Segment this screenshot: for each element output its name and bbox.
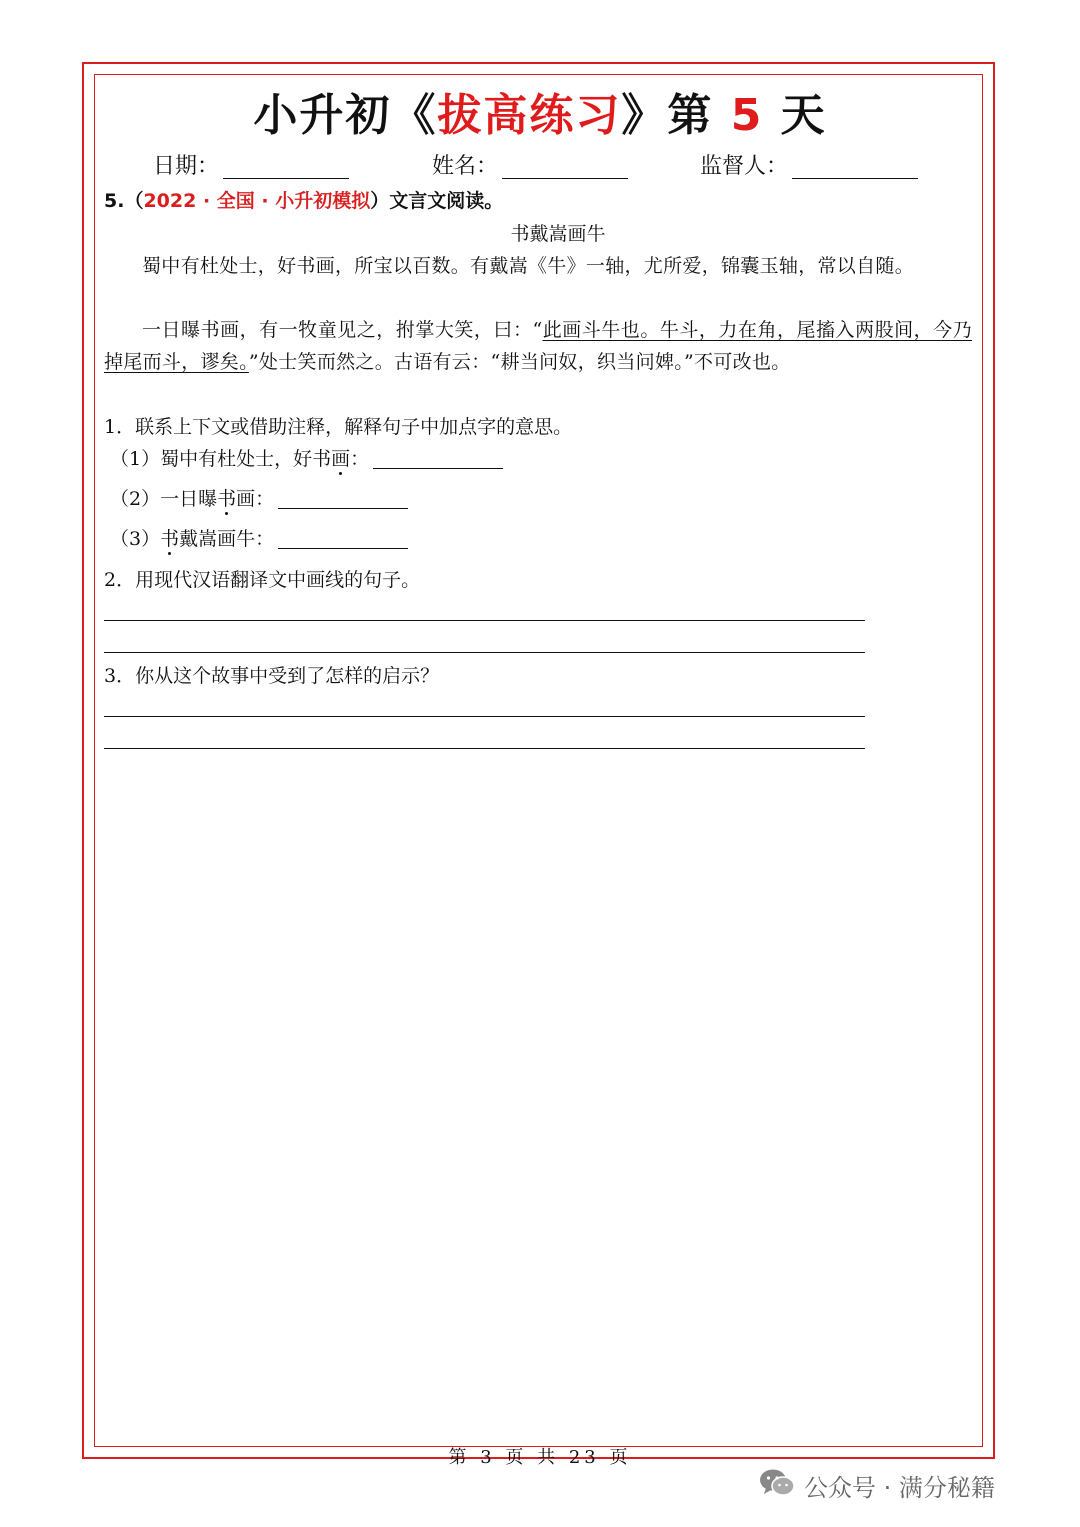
- q1-item-3: [110, 523, 408, 555]
- passage-paragraph-2: [104, 314, 972, 378]
- p2-text-b: ”处士笑而然之。古语有云：“耕当问奴，织当问婢。”不可改也。: [248, 351, 791, 373]
- page-title: [0, 80, 1080, 152]
- date-field: [153, 150, 349, 184]
- q1-item-1-dotted-char: 画: [331, 448, 351, 470]
- q1-item-3-lead: （3）: [110, 528, 161, 550]
- q1-item-3-rest: 戴嵩画牛：: [179, 528, 275, 550]
- name-label: 姓名：: [432, 154, 499, 179]
- q1-item-1: [110, 443, 503, 475]
- q1-item-2-dotted-char: 书: [217, 488, 237, 510]
- title-day-number: 5: [730, 90, 764, 141]
- page-number-footer: 第 3 页 共 23 页: [448, 1447, 632, 1468]
- q1-item-2-suffix: 画：: [236, 488, 275, 510]
- q3-answer-line-2[interactable]: [104, 748, 865, 749]
- name-blank[interactable]: [502, 150, 628, 179]
- q1-item-1-prefix: （1）蜀中有杜处士，好书: [110, 448, 332, 470]
- name-field: [432, 150, 628, 184]
- q2-answer-line-1[interactable]: [104, 620, 865, 621]
- title-suffix: 天: [763, 90, 827, 141]
- question-source-close: ）: [370, 190, 390, 212]
- question-source: 2022 · 全国 · 小升初模拟: [143, 190, 371, 212]
- q1-item-3-dotted-char: 书: [160, 528, 180, 550]
- q2-answer-line-2[interactable]: [104, 652, 865, 653]
- watermark-text: 公众号 · 满分秘籍: [804, 1474, 995, 1502]
- watermark: [758, 1467, 995, 1507]
- title-prefix: 小升初《: [253, 90, 438, 141]
- question-number: 5.（: [104, 190, 144, 212]
- q2-prompt: 2．用现代汉语翻译文中画线的句子。: [104, 569, 421, 591]
- passage-paragraph-1: 蜀中有杜处士，好书画，所宝以百数。有戴嵩《牛》一轴，尤所爱，锦囊玉轴，常以自随。: [142, 255, 915, 277]
- passage-title: 书戴嵩画牛: [510, 223, 606, 245]
- q1-item-3-blank[interactable]: [278, 524, 408, 549]
- p2-underlined-sentence: 此画斗牛也。牛斗，力在角，尾搐入两股间，今乃掉尾而斗，谬矣。: [104, 319, 972, 373]
- q1-prompt: 1．联系上下文或借助注释，解释句子中加点字的意思。: [104, 416, 573, 438]
- title-middle: 》第: [621, 90, 731, 141]
- q1-item-2-blank[interactable]: [278, 484, 408, 509]
- supervisor-field: [700, 150, 918, 184]
- q1-item-2-prefix: （2）一日曝: [110, 488, 218, 510]
- q3-answer-line-1[interactable]: [104, 716, 865, 717]
- p2-text-a: 一日曝书画，有一牧童见之，拊掌大笑，曰：“: [142, 319, 543, 341]
- title-highlight: 拔高练习: [437, 90, 622, 141]
- info-row: [0, 150, 1080, 186]
- date-label: 日期：: [153, 154, 220, 179]
- q1-item-1-blank[interactable]: [373, 444, 503, 469]
- supervisor-blank[interactable]: [792, 150, 918, 179]
- q1-item-1-suffix: ：: [350, 448, 370, 470]
- question-type: 文言文阅读。: [389, 190, 504, 212]
- supervisor-label: 监督人：: [700, 154, 789, 179]
- q1-item-2: [110, 483, 408, 515]
- question-header: [104, 186, 503, 216]
- q3-prompt: 3．你从这个故事中受到了怎样的启示？: [104, 665, 440, 687]
- date-blank[interactable]: [223, 150, 349, 179]
- wechat-icon: [758, 1467, 796, 1511]
